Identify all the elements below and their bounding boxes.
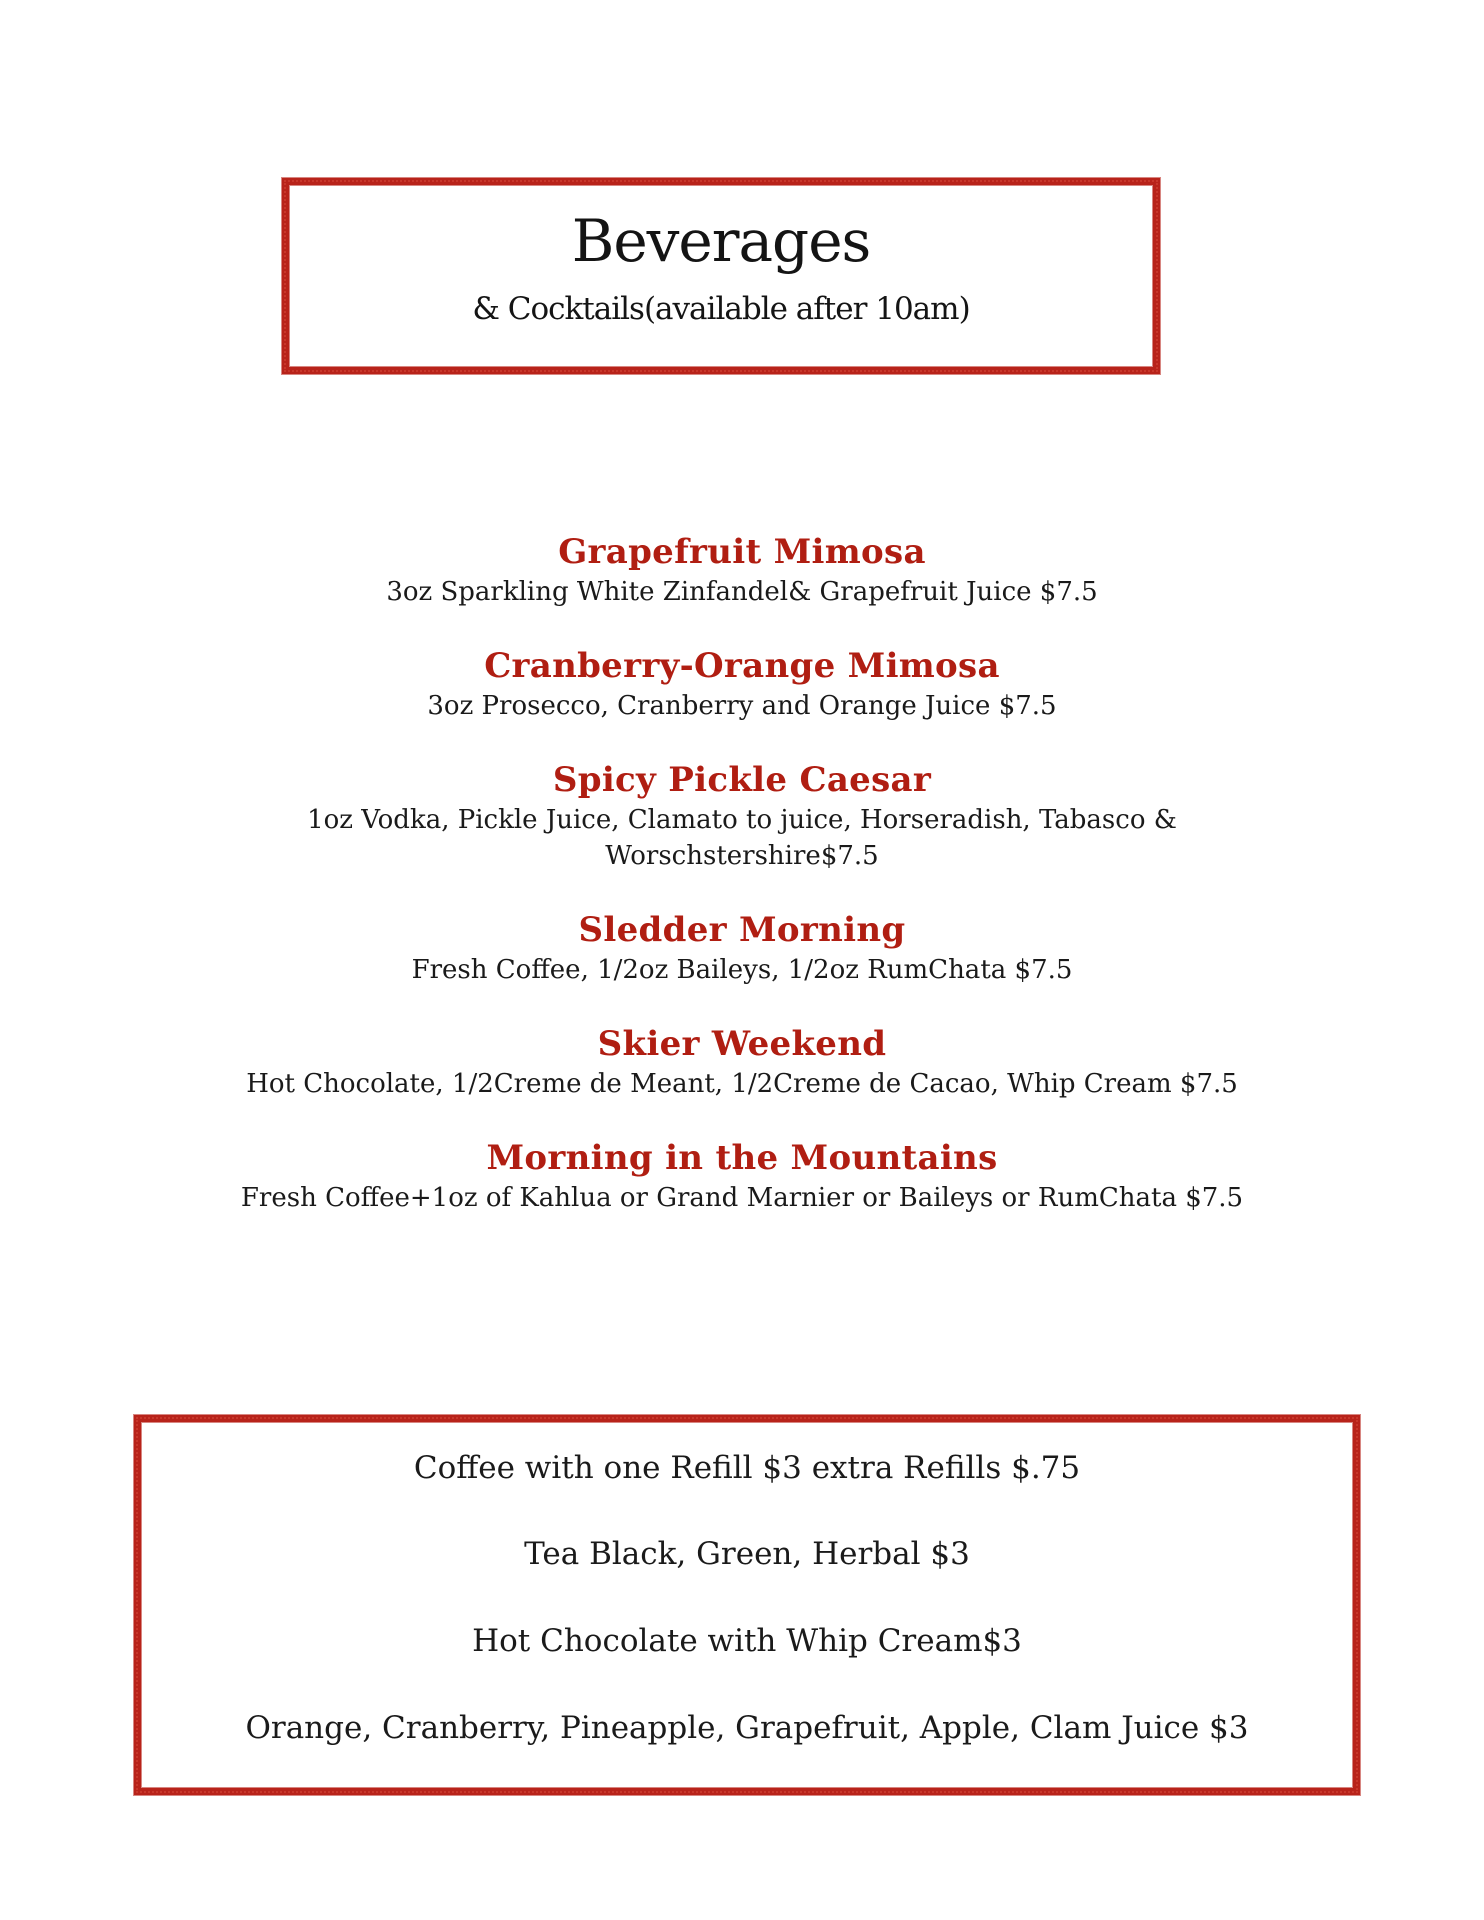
cocktail-name: Spicy Pickle Caesar xyxy=(552,760,932,800)
cocktail-description: 3oz Sparkling White Zinfandel& Grapefruit Juice $7.5 xyxy=(386,577,1098,607)
cocktail-description: 1oz Vodka, Pickle Juice, Clamato to juice, Horseradish, Tabasco & Worschstershire$7.5 xyxy=(307,805,1177,871)
cocktail-item xyxy=(150,1136,1334,1216)
cocktail-name: Grapefruit Mimosa xyxy=(558,532,926,572)
basic-beverage-item: Tea Black, Green, Herbal $3 xyxy=(524,1536,970,1572)
cocktail-item xyxy=(150,758,1334,874)
menu-title: Beverages xyxy=(571,207,871,275)
cocktail-description: 3oz Prosecco, Cranberry and Orange Juice $7.5 xyxy=(427,691,1057,721)
basic-beverages-frame xyxy=(134,1415,1360,1795)
basic-beverage-item: Orange, Cranberry, Pineapple, Grapefruit, Apple, Clam Juice $3 xyxy=(245,1710,1249,1746)
basic-beverage-item: Coffee with one Refill $3 extra Refills $.75 xyxy=(413,1450,1081,1486)
cocktail-name: Morning in the Mountains xyxy=(486,1138,998,1178)
cocktail-item xyxy=(150,530,1334,610)
cocktail-description: Fresh Coffee+1oz of Kahlua or Grand Marnier or Baileys or RumChata $7.5 xyxy=(240,1183,1244,1213)
cocktail-description: Hot Chocolate, 1/2Creme de Meant, 1/2Creme de Cacao, Whip Cream $7.5 xyxy=(246,1069,1238,1099)
cocktail-name: Cranberry-Orange Mimosa xyxy=(484,646,1000,686)
menu-subtitle: & Cocktails(available after 10am) xyxy=(472,291,970,327)
cocktail-list xyxy=(150,530,1334,1250)
cocktail-item xyxy=(150,1022,1334,1102)
cocktail-name: Sledder Morning xyxy=(578,910,906,950)
title-frame xyxy=(282,178,1160,374)
cocktail-item xyxy=(150,908,1334,988)
cocktail-description: Fresh Coffee, 1/2oz Baileys, 1/2oz RumChata $7.5 xyxy=(411,955,1073,985)
cocktail-name: Skier Weekend xyxy=(597,1024,887,1064)
basic-beverage-item: Hot Chocolate with Whip Cream$3 xyxy=(472,1623,1022,1659)
cocktail-item xyxy=(150,644,1334,724)
